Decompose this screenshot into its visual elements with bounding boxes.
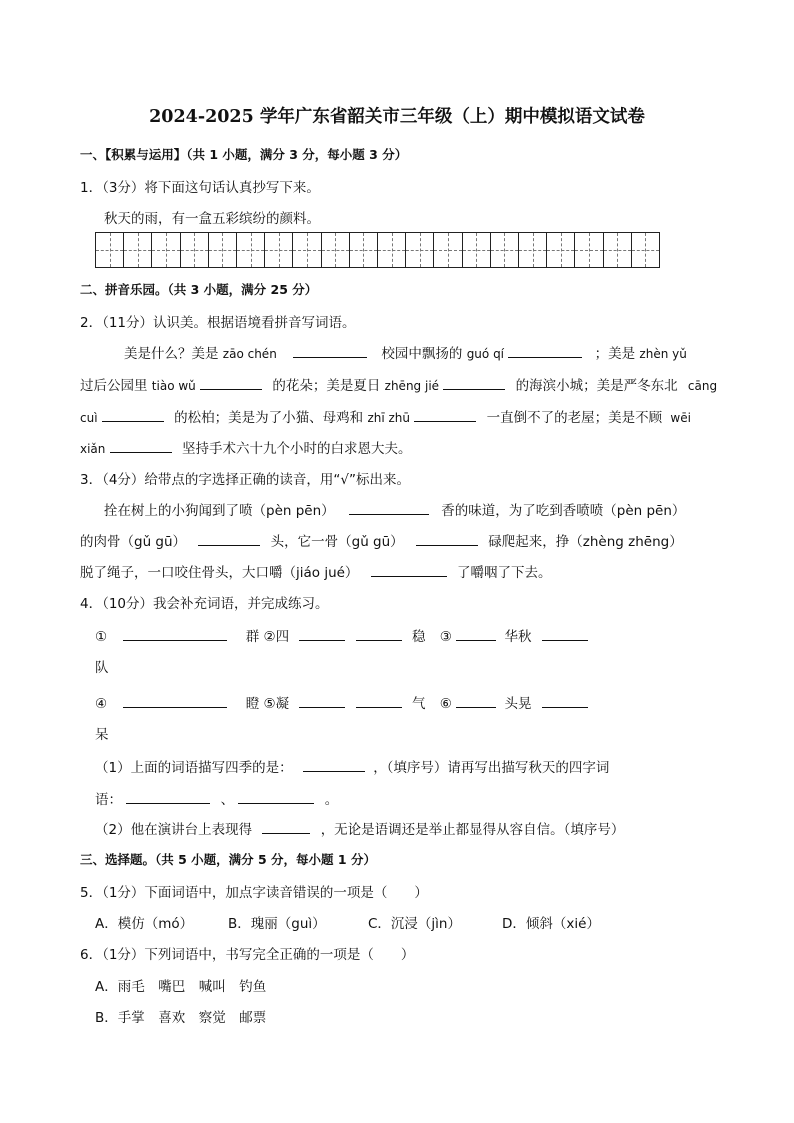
answer-blank[interactable] (349, 502, 429, 515)
answer-blank[interactable] (110, 440, 172, 453)
page-title: 2024-2025 学年广东省韶关市三年级（上）期中模拟语文试卷 (149, 107, 645, 127)
pinyin-4: tiào wǔ (151, 379, 196, 393)
q2-line-3: cuì 的松柏；美是为了小猫、母鸡和 zhī zhū 一直倒不了的老屋；美是不顾 wēi (80, 410, 691, 426)
question-6-stem: 6．（1分）下列词语中，书写完全正确的一项是（ ） (80, 947, 415, 963)
question-1-stem: 1．（3分）将下面这句话认真抄写下来。 (80, 180, 320, 196)
pinyin-2: guó qí (466, 347, 505, 361)
q4-row-2: ④ 瞪 ⑤凝 气 ⑥ 头晃 (95, 692, 588, 712)
pinyin-5: zhēng jié (384, 379, 440, 393)
q4-row-1-wrap: 队 (95, 660, 109, 676)
q5-option-d[interactable]: D．倾斜（xié） (502, 916, 600, 932)
answer-blank[interactable] (299, 628, 345, 641)
q2-line-2: 过后公园里 tiào wǔ 的花朵；美是夏日 zhēng jié 的海滨小城；美是严冬东北 cāng (80, 378, 718, 394)
answer-blank[interactable] (356, 695, 402, 708)
answer-blank[interactable] (123, 695, 227, 708)
q4-sub-1-line-1: （1）上面的词语描写四季的是： ，（填序号）请再写出描写秋天的四字词 (95, 760, 610, 776)
question-1-sentence: 秋天的雨，有一盒五彩缤纷的颜料。 (104, 211, 320, 227)
answer-blank[interactable] (456, 695, 496, 708)
answer-blank[interactable] (200, 377, 262, 390)
pinyin-8: wēi (670, 411, 691, 425)
q2-line-1: 美是什么？美是 zāo chén 校园中飘扬的 guó qí ；美是 zhèn yǔ (124, 346, 687, 362)
answer-blank[interactable] (542, 695, 588, 708)
section-heading-2: 二、拼音乐园。（共 3 小题，满分 25 分） (80, 282, 318, 297)
q4-sub-2: （2）他在演讲台上表现得 ，无论是语调还是举止都显得从容自信。（填序号） (95, 822, 625, 838)
answer-blank[interactable] (456, 628, 496, 641)
answer-blank[interactable] (443, 377, 505, 390)
answer-blank[interactable] (262, 821, 310, 834)
question-2-stem: 2．（11分）认识美。根据语境看拼音写词语。 (80, 315, 356, 331)
q5-option-a[interactable]: A．模仿（mó） (95, 916, 194, 932)
q3-line-1: 拴在树上的小狗闻到了喷（pèn pēn） 香的味道，为了吃到香喷喷（pèn pēn） (104, 503, 686, 519)
answer-blank[interactable] (371, 564, 447, 577)
pinyin-6: cāng (687, 379, 718, 393)
question-5-stem: 5．（1分）下面词语中，加点字读音错误的一项是（ ） (80, 885, 428, 901)
q5-option-b[interactable]: B．瑰丽（guì） (228, 916, 326, 932)
answer-blank[interactable] (126, 791, 210, 804)
pinyin-3: zhèn yǔ (639, 347, 687, 361)
answer-blank[interactable] (293, 345, 367, 358)
answer-blank[interactable] (508, 345, 582, 358)
answer-blank[interactable] (356, 628, 402, 641)
answer-blank[interactable] (238, 791, 314, 804)
q4-row-2-wrap: 呆 (95, 727, 109, 743)
answer-blank[interactable] (414, 409, 476, 422)
q5-option-c[interactable]: C．沉浸（jìn） (368, 916, 461, 932)
question-3-stem: 3．（4分）给带点的字选择正确的读音，用“√”标出来。 (80, 472, 411, 488)
answer-blank[interactable] (123, 628, 227, 641)
answer-blank[interactable] (416, 533, 478, 546)
pinyin-7: zhī zhū (367, 411, 410, 425)
section-heading-3: 三、选择题。（共 5 小题，满分 5 分，每小题 1 分） (80, 852, 376, 867)
q3-line-2: 的肉骨（gǔ gū） 头，它一骨（gǔ gū） 碌爬起来，挣（zhèng zhēng） (80, 534, 683, 550)
writing-grid[interactable] (95, 232, 660, 268)
q6-option-b[interactable]: B．手掌 喜欢 察觉 邮票 (95, 1010, 267, 1026)
answer-blank[interactable] (542, 628, 588, 641)
q3-line-3: 脱了绳子，一口咬住骨头，大口嚼（jiáo jué） 了嚼咽了下去。 (80, 565, 552, 581)
question-4-stem: 4．（10分）我会补充词语，并完成练习。 (80, 596, 329, 612)
q4-row-1: ① 群 ②四 稳 ③ 华秋 (95, 625, 588, 645)
q2-line-4: xiǎn 坚持手术六十九个小时的白求恩大夫。 (80, 441, 412, 457)
section-heading-1: 一、【积累与运用】（共 1 小题，满分 3 分，每小题 3 分） (80, 147, 408, 162)
answer-blank[interactable] (299, 695, 345, 708)
answer-blank[interactable] (102, 409, 164, 422)
pinyin-1: zāo chén (222, 347, 277, 361)
answer-blank[interactable] (198, 533, 260, 546)
q4-sub-1-line-2: 语： 、 。 (95, 792, 339, 808)
answer-blank[interactable] (303, 759, 365, 772)
q6-option-a[interactable]: A．雨毛 嘴巴 喊叫 钓鱼 (95, 979, 267, 995)
